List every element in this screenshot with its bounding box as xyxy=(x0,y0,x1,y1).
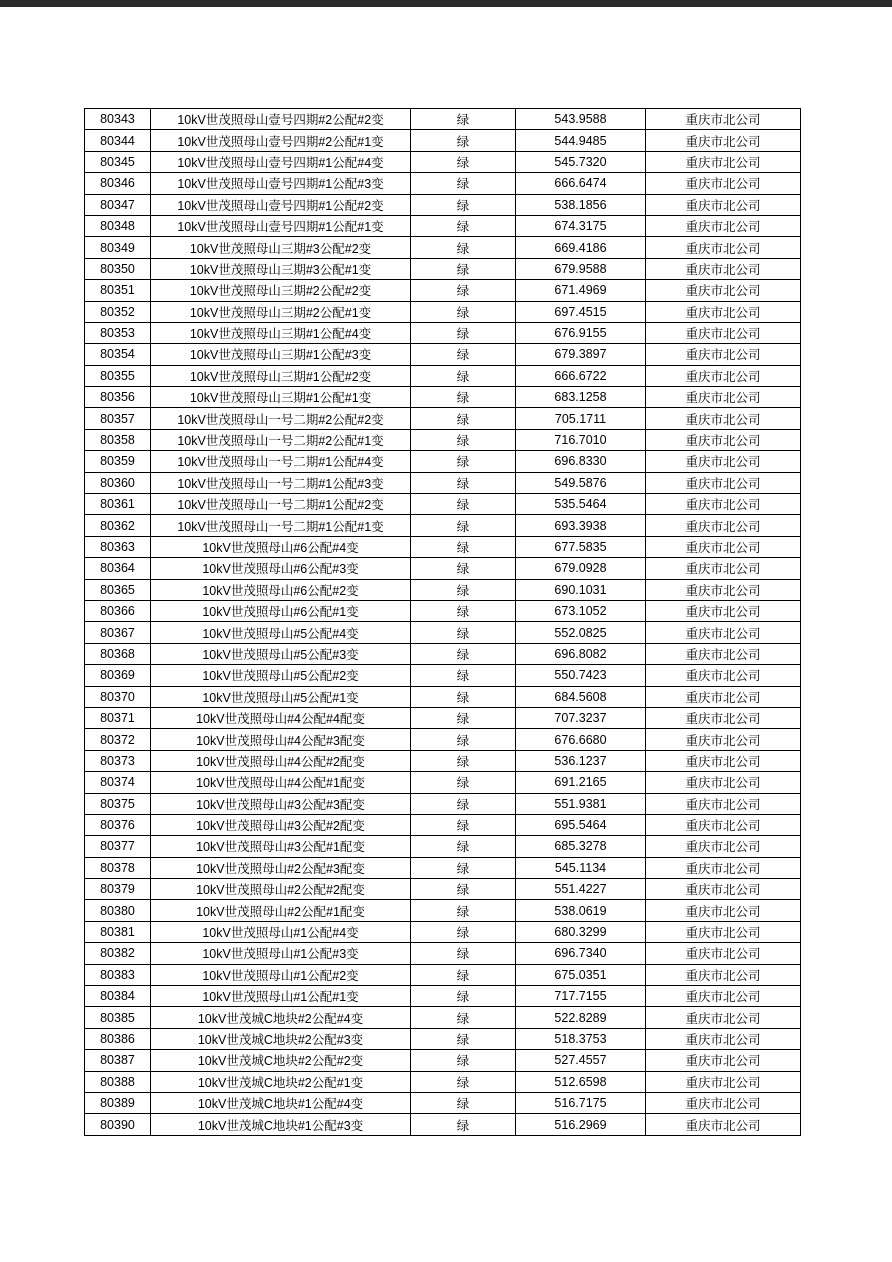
status-cell: 绿 xyxy=(411,665,516,686)
row-id-cell: 80347 xyxy=(85,194,151,215)
company-cell: 重庆市北公司 xyxy=(646,258,801,279)
value-cell: 666.6474 xyxy=(516,173,646,194)
table-row xyxy=(85,365,801,386)
row-id-cell: 80351 xyxy=(85,280,151,301)
status-cell: 绿 xyxy=(411,151,516,172)
table-row xyxy=(85,429,801,450)
status-cell: 绿 xyxy=(411,194,516,215)
device-name-cell: 10kV世茂照母山#4公配#2配变 xyxy=(151,750,411,771)
company-cell: 重庆市北公司 xyxy=(646,194,801,215)
status-cell: 绿 xyxy=(411,387,516,408)
status-cell: 绿 xyxy=(411,579,516,600)
status-cell: 绿 xyxy=(411,857,516,878)
device-name-cell: 10kV世茂照母山#1公配#3变 xyxy=(151,943,411,964)
company-cell: 重庆市北公司 xyxy=(646,814,801,835)
device-name-cell: 10kV世茂照母山三期#3公配#2变 xyxy=(151,237,411,258)
value-cell: 516.7175 xyxy=(516,1092,646,1113)
value-cell: 527.4557 xyxy=(516,1050,646,1071)
table-row xyxy=(85,836,801,857)
row-id-cell: 80371 xyxy=(85,707,151,728)
device-name-cell: 10kV世茂照母山#3公配#1配变 xyxy=(151,836,411,857)
device-name-cell: 10kV世茂照母山#1公配#2变 xyxy=(151,964,411,985)
row-id-cell: 80348 xyxy=(85,215,151,236)
device-name-cell: 10kV世茂照母山#6公配#2变 xyxy=(151,579,411,600)
device-name-cell: 10kV世茂照母山壹号四期#1公配#1变 xyxy=(151,215,411,236)
company-cell: 重庆市北公司 xyxy=(646,365,801,386)
row-id-cell: 80352 xyxy=(85,301,151,322)
table-row xyxy=(85,729,801,750)
value-cell: 679.0928 xyxy=(516,558,646,579)
row-id-cell: 80380 xyxy=(85,900,151,921)
value-cell: 679.3897 xyxy=(516,344,646,365)
company-cell: 重庆市北公司 xyxy=(646,1028,801,1049)
device-name-cell: 10kV世茂照母山三期#1公配#2变 xyxy=(151,365,411,386)
table-row xyxy=(85,408,801,429)
company-cell: 重庆市北公司 xyxy=(646,109,801,130)
device-name-cell: 10kV世茂城C地块#1公配#4变 xyxy=(151,1092,411,1113)
value-cell: 669.4186 xyxy=(516,237,646,258)
company-cell: 重庆市北公司 xyxy=(646,1007,801,1028)
value-cell: 551.9381 xyxy=(516,793,646,814)
row-id-cell: 80387 xyxy=(85,1050,151,1071)
value-cell: 716.7010 xyxy=(516,429,646,450)
company-cell: 重庆市北公司 xyxy=(646,643,801,664)
table-row xyxy=(85,900,801,921)
value-cell: 551.4227 xyxy=(516,879,646,900)
table-row xyxy=(85,1028,801,1049)
status-cell: 绿 xyxy=(411,515,516,536)
company-cell: 重庆市北公司 xyxy=(646,429,801,450)
device-name-cell: 10kV世茂照母山三期#3公配#1变 xyxy=(151,258,411,279)
row-id-cell: 80385 xyxy=(85,1007,151,1028)
company-cell: 重庆市北公司 xyxy=(646,515,801,536)
device-name-cell: 10kV世茂照母山#6公配#3变 xyxy=(151,558,411,579)
device-name-cell: 10kV世茂照母山#1公配#4变 xyxy=(151,921,411,942)
table-row xyxy=(85,1071,801,1092)
data-table-container xyxy=(84,108,800,1136)
value-cell: 538.0619 xyxy=(516,900,646,921)
company-cell: 重庆市北公司 xyxy=(646,1114,801,1135)
status-cell: 绿 xyxy=(411,109,516,130)
company-cell: 重庆市北公司 xyxy=(646,1050,801,1071)
value-cell: 536.1237 xyxy=(516,750,646,771)
top-edge-strip xyxy=(0,0,892,7)
row-id-cell: 80375 xyxy=(85,793,151,814)
device-name-cell: 10kV世茂照母山#5公配#4变 xyxy=(151,622,411,643)
table-row xyxy=(85,943,801,964)
device-name-cell: 10kV世茂照母山#4公配#3配变 xyxy=(151,729,411,750)
status-cell: 绿 xyxy=(411,964,516,985)
row-id-cell: 80382 xyxy=(85,943,151,964)
device-name-cell: 10kV世茂城C地块#1公配#3变 xyxy=(151,1114,411,1135)
value-cell: 697.4515 xyxy=(516,301,646,322)
device-name-cell: 10kV世茂照母山壹号四期#1公配#3变 xyxy=(151,173,411,194)
table-row xyxy=(85,280,801,301)
table-row xyxy=(85,151,801,172)
value-cell: 673.1052 xyxy=(516,600,646,621)
table-row xyxy=(85,707,801,728)
status-cell: 绿 xyxy=(411,686,516,707)
device-name-cell: 10kV世茂照母山#6公配#4变 xyxy=(151,536,411,557)
table-row xyxy=(85,579,801,600)
value-cell: 685.3278 xyxy=(516,836,646,857)
company-cell: 重庆市北公司 xyxy=(646,879,801,900)
value-cell: 684.5608 xyxy=(516,686,646,707)
status-cell: 绿 xyxy=(411,707,516,728)
company-cell: 重庆市北公司 xyxy=(646,686,801,707)
status-cell: 绿 xyxy=(411,558,516,579)
row-id-cell: 80356 xyxy=(85,387,151,408)
table-body xyxy=(85,109,801,1136)
row-id-cell: 80367 xyxy=(85,622,151,643)
company-cell: 重庆市北公司 xyxy=(646,387,801,408)
row-id-cell: 80359 xyxy=(85,451,151,472)
row-id-cell: 80364 xyxy=(85,558,151,579)
value-cell: 535.5464 xyxy=(516,494,646,515)
value-cell: 677.5835 xyxy=(516,536,646,557)
device-name-cell: 10kV世茂照母山一号二期#1公配#2变 xyxy=(151,494,411,515)
status-cell: 绿 xyxy=(411,1114,516,1135)
device-name-cell: 10kV世茂照母山#1公配#1变 xyxy=(151,986,411,1007)
device-name-cell: 10kV世茂照母山三期#1公配#3变 xyxy=(151,344,411,365)
table-row xyxy=(85,109,801,130)
company-cell: 重庆市北公司 xyxy=(646,793,801,814)
row-id-cell: 80379 xyxy=(85,879,151,900)
table-row xyxy=(85,1050,801,1071)
table-row xyxy=(85,558,801,579)
value-cell: 552.0825 xyxy=(516,622,646,643)
row-id-cell: 80377 xyxy=(85,836,151,857)
table-row xyxy=(85,536,801,557)
table-row xyxy=(85,322,801,343)
row-id-cell: 80358 xyxy=(85,429,151,450)
table-row xyxy=(85,387,801,408)
row-id-cell: 80361 xyxy=(85,494,151,515)
device-name-cell: 10kV世茂照母山#5公配#1变 xyxy=(151,686,411,707)
status-cell: 绿 xyxy=(411,814,516,835)
device-name-cell: 10kV世茂照母山#2公配#2配变 xyxy=(151,879,411,900)
status-cell: 绿 xyxy=(411,451,516,472)
device-name-cell: 10kV世茂照母山#5公配#3变 xyxy=(151,643,411,664)
table-row xyxy=(85,451,801,472)
table-row xyxy=(85,964,801,985)
status-cell: 绿 xyxy=(411,130,516,151)
device-name-cell: 10kV世茂照母山#3公配#2配变 xyxy=(151,814,411,835)
company-cell: 重庆市北公司 xyxy=(646,151,801,172)
table-row xyxy=(85,215,801,236)
company-cell: 重庆市北公司 xyxy=(646,707,801,728)
company-cell: 重庆市北公司 xyxy=(646,1071,801,1092)
status-cell: 绿 xyxy=(411,365,516,386)
row-id-cell: 80381 xyxy=(85,921,151,942)
table-row xyxy=(85,857,801,878)
value-cell: 538.1856 xyxy=(516,194,646,215)
value-cell: 522.8289 xyxy=(516,1007,646,1028)
status-cell: 绿 xyxy=(411,986,516,1007)
value-cell: 544.9485 xyxy=(516,130,646,151)
company-cell: 重庆市北公司 xyxy=(646,772,801,793)
device-name-cell: 10kV世茂照母山一号二期#2公配#2变 xyxy=(151,408,411,429)
device-name-cell: 10kV世茂照母山三期#2公配#2变 xyxy=(151,280,411,301)
table-row xyxy=(85,258,801,279)
status-cell: 绿 xyxy=(411,429,516,450)
device-name-cell: 10kV世茂照母山#2公配#1配变 xyxy=(151,900,411,921)
status-cell: 绿 xyxy=(411,1007,516,1028)
table-row xyxy=(85,1114,801,1135)
value-cell: 676.6680 xyxy=(516,729,646,750)
table-row xyxy=(85,344,801,365)
status-cell: 绿 xyxy=(411,622,516,643)
row-id-cell: 80350 xyxy=(85,258,151,279)
status-cell: 绿 xyxy=(411,237,516,258)
value-cell: 696.8330 xyxy=(516,451,646,472)
company-cell: 重庆市北公司 xyxy=(646,472,801,493)
value-cell: 549.5876 xyxy=(516,472,646,493)
status-cell: 绿 xyxy=(411,408,516,429)
row-id-cell: 80369 xyxy=(85,665,151,686)
company-cell: 重庆市北公司 xyxy=(646,173,801,194)
value-cell: 680.3299 xyxy=(516,921,646,942)
table-row xyxy=(85,643,801,664)
status-cell: 绿 xyxy=(411,600,516,621)
row-id-cell: 80366 xyxy=(85,600,151,621)
row-id-cell: 80346 xyxy=(85,173,151,194)
device-name-cell: 10kV世茂照母山#3公配#3配变 xyxy=(151,793,411,814)
value-cell: 545.1134 xyxy=(516,857,646,878)
status-cell: 绿 xyxy=(411,879,516,900)
company-cell: 重庆市北公司 xyxy=(646,322,801,343)
row-id-cell: 80388 xyxy=(85,1071,151,1092)
company-cell: 重庆市北公司 xyxy=(646,750,801,771)
company-cell: 重庆市北公司 xyxy=(646,1092,801,1113)
company-cell: 重庆市北公司 xyxy=(646,301,801,322)
status-cell: 绿 xyxy=(411,793,516,814)
device-name-cell: 10kV世茂照母山#6公配#1变 xyxy=(151,600,411,621)
device-name-cell: 10kV世茂照母山#2公配#3配变 xyxy=(151,857,411,878)
row-id-cell: 80345 xyxy=(85,151,151,172)
status-cell: 绿 xyxy=(411,322,516,343)
row-id-cell: 80363 xyxy=(85,536,151,557)
company-cell: 重庆市北公司 xyxy=(646,494,801,515)
status-cell: 绿 xyxy=(411,536,516,557)
company-cell: 重庆市北公司 xyxy=(646,280,801,301)
row-id-cell: 80349 xyxy=(85,237,151,258)
table-row xyxy=(85,772,801,793)
table-row xyxy=(85,472,801,493)
value-cell: 693.3938 xyxy=(516,515,646,536)
company-cell: 重庆市北公司 xyxy=(646,600,801,621)
table-row xyxy=(85,665,801,686)
value-cell: 675.0351 xyxy=(516,964,646,985)
value-cell: 518.3753 xyxy=(516,1028,646,1049)
status-cell: 绿 xyxy=(411,836,516,857)
status-cell: 绿 xyxy=(411,921,516,942)
row-id-cell: 80354 xyxy=(85,344,151,365)
row-id-cell: 80362 xyxy=(85,515,151,536)
row-id-cell: 80355 xyxy=(85,365,151,386)
device-name-cell: 10kV世茂照母山三期#2公配#1变 xyxy=(151,301,411,322)
table-row xyxy=(85,130,801,151)
status-cell: 绿 xyxy=(411,280,516,301)
company-cell: 重庆市北公司 xyxy=(646,900,801,921)
value-cell: 695.5464 xyxy=(516,814,646,835)
value-cell: 550.7423 xyxy=(516,665,646,686)
status-cell: 绿 xyxy=(411,258,516,279)
row-id-cell: 80373 xyxy=(85,750,151,771)
value-cell: 545.7320 xyxy=(516,151,646,172)
table-row xyxy=(85,173,801,194)
value-cell: 666.6722 xyxy=(516,365,646,386)
table-row xyxy=(85,1092,801,1113)
value-cell: 543.9588 xyxy=(516,109,646,130)
device-name-cell: 10kV世茂照母山一号二期#2公配#1变 xyxy=(151,429,411,450)
value-cell: 683.1258 xyxy=(516,387,646,408)
device-name-cell: 10kV世茂照母山一号二期#1公配#3变 xyxy=(151,472,411,493)
row-id-cell: 80390 xyxy=(85,1114,151,1135)
row-id-cell: 80357 xyxy=(85,408,151,429)
row-id-cell: 80343 xyxy=(85,109,151,130)
value-cell: 707.3237 xyxy=(516,707,646,728)
company-cell: 重庆市北公司 xyxy=(646,215,801,236)
company-cell: 重庆市北公司 xyxy=(646,622,801,643)
row-id-cell: 80365 xyxy=(85,579,151,600)
device-name-cell: 10kV世茂照母山壹号四期#2公配#2变 xyxy=(151,109,411,130)
device-name-cell: 10kV世茂照母山壹号四期#1公配#4变 xyxy=(151,151,411,172)
row-id-cell: 80389 xyxy=(85,1092,151,1113)
status-cell: 绿 xyxy=(411,1071,516,1092)
value-cell: 690.1031 xyxy=(516,579,646,600)
status-cell: 绿 xyxy=(411,1028,516,1049)
company-cell: 重庆市北公司 xyxy=(646,558,801,579)
table-row xyxy=(85,686,801,707)
status-cell: 绿 xyxy=(411,472,516,493)
table-row xyxy=(85,515,801,536)
table-row xyxy=(85,600,801,621)
status-cell: 绿 xyxy=(411,729,516,750)
value-cell: 696.7340 xyxy=(516,943,646,964)
table-row xyxy=(85,986,801,1007)
device-name-cell: 10kV世茂城C地块#2公配#1变 xyxy=(151,1071,411,1092)
value-cell: 512.6598 xyxy=(516,1071,646,1092)
status-cell: 绿 xyxy=(411,643,516,664)
row-id-cell: 80372 xyxy=(85,729,151,750)
status-cell: 绿 xyxy=(411,1092,516,1113)
row-id-cell: 80368 xyxy=(85,643,151,664)
status-cell: 绿 xyxy=(411,215,516,236)
device-name-cell: 10kV世茂城C地块#2公配#2变 xyxy=(151,1050,411,1071)
company-cell: 重庆市北公司 xyxy=(646,237,801,258)
device-name-cell: 10kV世茂照母山三期#1公配#1变 xyxy=(151,387,411,408)
company-cell: 重庆市北公司 xyxy=(646,964,801,985)
row-id-cell: 80384 xyxy=(85,986,151,1007)
company-cell: 重庆市北公司 xyxy=(646,857,801,878)
status-cell: 绿 xyxy=(411,943,516,964)
device-name-cell: 10kV世茂照母山#4公配#1配变 xyxy=(151,772,411,793)
value-cell: 696.8082 xyxy=(516,643,646,664)
device-name-cell: 10kV世茂照母山三期#1公配#4变 xyxy=(151,322,411,343)
row-id-cell: 80344 xyxy=(85,130,151,151)
company-cell: 重庆市北公司 xyxy=(646,836,801,857)
status-cell: 绿 xyxy=(411,750,516,771)
company-cell: 重庆市北公司 xyxy=(646,921,801,942)
row-id-cell: 80378 xyxy=(85,857,151,878)
row-id-cell: 80360 xyxy=(85,472,151,493)
company-cell: 重庆市北公司 xyxy=(646,986,801,1007)
status-cell: 绿 xyxy=(411,1050,516,1071)
device-name-cell: 10kV世茂照母山壹号四期#2公配#1变 xyxy=(151,130,411,151)
device-name-cell: 10kV世茂照母山#5公配#2变 xyxy=(151,665,411,686)
table-row xyxy=(85,237,801,258)
device-name-cell: 10kV世茂照母山#4公配#4配变 xyxy=(151,707,411,728)
status-cell: 绿 xyxy=(411,301,516,322)
table-row xyxy=(85,494,801,515)
device-name-cell: 10kV世茂城C地块#2公配#3变 xyxy=(151,1028,411,1049)
device-name-cell: 10kV世茂城C地块#2公配#4变 xyxy=(151,1007,411,1028)
value-cell: 516.2969 xyxy=(516,1114,646,1135)
row-id-cell: 80353 xyxy=(85,322,151,343)
value-cell: 676.9155 xyxy=(516,322,646,343)
company-cell: 重庆市北公司 xyxy=(646,943,801,964)
value-cell: 717.7155 xyxy=(516,986,646,1007)
status-cell: 绿 xyxy=(411,494,516,515)
table-row xyxy=(85,194,801,215)
company-cell: 重庆市北公司 xyxy=(646,344,801,365)
status-cell: 绿 xyxy=(411,900,516,921)
row-id-cell: 80383 xyxy=(85,964,151,985)
table-row xyxy=(85,793,801,814)
value-cell: 671.4969 xyxy=(516,280,646,301)
table-row xyxy=(85,622,801,643)
row-id-cell: 80370 xyxy=(85,686,151,707)
device-name-cell: 10kV世茂照母山壹号四期#1公配#2变 xyxy=(151,194,411,215)
company-cell: 重庆市北公司 xyxy=(646,665,801,686)
company-cell: 重庆市北公司 xyxy=(646,408,801,429)
value-cell: 679.9588 xyxy=(516,258,646,279)
device-name-cell: 10kV世茂照母山一号二期#1公配#4变 xyxy=(151,451,411,472)
table-row xyxy=(85,879,801,900)
status-cell: 绿 xyxy=(411,772,516,793)
status-cell: 绿 xyxy=(411,344,516,365)
table-row xyxy=(85,921,801,942)
status-cell: 绿 xyxy=(411,173,516,194)
table-row xyxy=(85,750,801,771)
data-table xyxy=(84,108,801,1136)
value-cell: 705.1711 xyxy=(516,408,646,429)
table-row xyxy=(85,814,801,835)
company-cell: 重庆市北公司 xyxy=(646,536,801,557)
device-name-cell: 10kV世茂照母山一号二期#1公配#1变 xyxy=(151,515,411,536)
table-row xyxy=(85,301,801,322)
table-row xyxy=(85,1007,801,1028)
company-cell: 重庆市北公司 xyxy=(646,579,801,600)
row-id-cell: 80376 xyxy=(85,814,151,835)
row-id-cell: 80374 xyxy=(85,772,151,793)
value-cell: 674.3175 xyxy=(516,215,646,236)
row-id-cell: 80386 xyxy=(85,1028,151,1049)
company-cell: 重庆市北公司 xyxy=(646,729,801,750)
value-cell: 691.2165 xyxy=(516,772,646,793)
company-cell: 重庆市北公司 xyxy=(646,451,801,472)
company-cell: 重庆市北公司 xyxy=(646,130,801,151)
